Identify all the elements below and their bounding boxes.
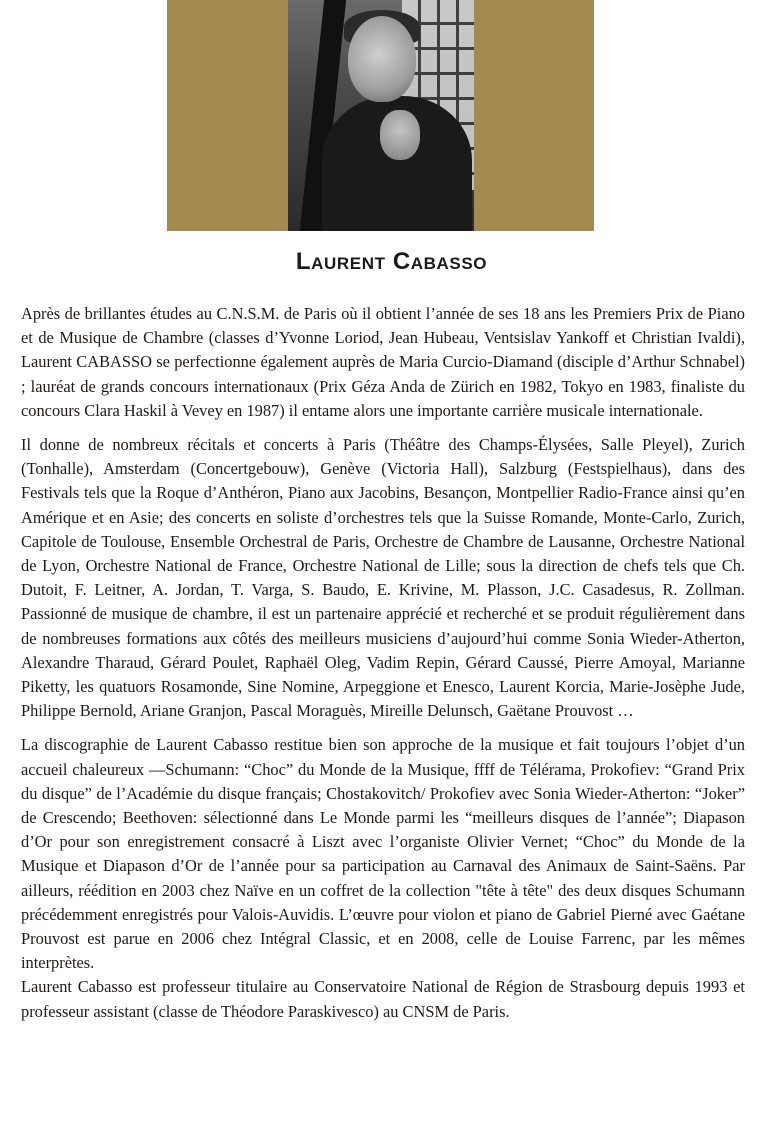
paragraph-concerts: Il donne de nombreux récitals et concerts à Paris (Théâtre des Champs-Élysées, Salle Pleyel), Zurich (Tonhalle), Amsterdam (Concertgebouw), Genève (Victoria Hall), Salzburg (Festspielhaus), dans des Festivals tels que la Roque d’Anthéron, Piano aux Jacobins, Besançon, Montpellier Radio-France ainsi qu’en Amérique et en Asie; des concerts en soliste d’orchestres tels que la Suisse Romande, Monte-Carlo, Zurich, Capitole de Toulouse, Ensemble Orchestral de Paris, Orchestre de Chambre de Lausanne, Orchestre National de Lyon, Orchestre National de France, Orchestre National de Lille; sous la direction de chefs tels que Ch. Dutoit, F. Leitner, A. Jordan, T. Varga, S. Baudo, E. Krivine, M. Plasson, J.C. Casadesus, R. Zollman. Passionné de musique de chambre, il est un partenaire apprécié et recherché et se produit régulièrement dans de nombreuses formations aux côtés des meilleurs musiciens d’aujourd’hui comme Sonia Wieder-Atherton, Alexandre Tharaud, Gérard Poulet, Raphaël Oleg, Vadim Repin, Gérard Caussé, Pierre Amoyal, Marianne Piketty, les quatuors Rosamonde, Sine Nomine, Arpeggione et Enesco, Laurent Korcia, Marie-Josèphe Jude, Philippe Bernold, Ariane Granjon, Pascal Moraguès, Mireille Delunsch, Gaëtane Prouvost … (21, 435, 745, 721)
person-hand (380, 110, 420, 160)
biography-text (21, 302, 745, 1024)
paragraph-teaching: Laurent Cabasso est professeur titulaire au Conservatoire National de Région de Strasbourg depuis 1993 et professeur assistant (classe de Théodore Paraskivesco) au CNSM de Paris. (21, 977, 745, 1021)
person-face (348, 16, 416, 102)
paragraph-discography: La discographie de Laurent Cabasso restitue bien son approche de la musique et fait toujours l’objet d’un accueil chaleureux —Schumann: “Choc” du Monde de la Musique, ffff de Télérama, Prokofiev: “Grand Prix du disque” de l’Académie du disque français; Chostakovitch/ Prokofiev avec Sonia Wieder-Atherton: “Joker” de Crescendo; Beethoven: sélectionné dans Le Monde parmi les “meilleurs disques de l’année”; Diapason d’Or pour son enregistrement consacré à Liszt avec l’organiste Olivier Vernet; “Choc” du Monde de la Musique et Diapason d’Or de l’année pour sa participation au Carnaval des Animaux de Saint-Saëns. Par ailleurs, réédition en 2003 chez Naïve en un coffret de la collection "tête à tête" des deux disques Schumann précédemment enregistrés pour Valois-Auvidis. L’œuvre pour violon et piano de Gabriel Pierné avec Gaétane Prouvost est parue en 2006 chez Intégral Classic, et en 2008, celle de Louise Farrenc, par les mêmes interprètes. (21, 735, 745, 973)
portrait-photo (288, 0, 474, 231)
portrait-frame (167, 0, 594, 231)
paragraph-education: Après de brillantes études au C.N.S.M. de Paris où il obtient l’année de ses 18 ans les Premiers Prix de Piano et de Musique de Chambre (classes d’Yvonne Loriod, Jean Hubeau, Ventsislav Yankoff et Christian Ivaldi), Laurent CABASSO se perfectionne également auprès de Maria Curcio-Diamand (disciple d’Arthur Schnabel) ; lauréat de grands concours internationaux (Prix Géza Anda de Zürich en 1982, Tokyo en 1983, finaliste du concours Clara Haskil à Vevey en 1987) il entame alors une importante carrière musicale internationale. (21, 304, 745, 420)
page-title: Laurent Cabasso (295, 248, 488, 275)
